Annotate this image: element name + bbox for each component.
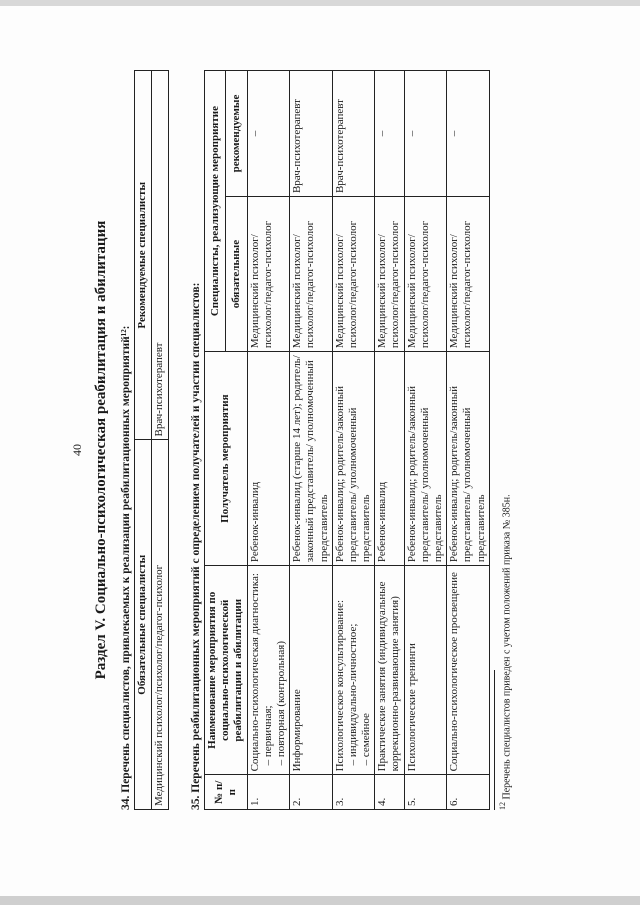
row-recommended-specialist: Врач-психотерапевт [290, 71, 333, 197]
recommended-specialists-header: Рекомендуемые специалисты [135, 71, 152, 441]
row-measure [332, 566, 375, 775]
row-recommended-specialist: Врач-психотерапевт [332, 71, 375, 197]
required-specialists-value: Медицинский психолог/психолог/педагог-психолог [152, 440, 169, 810]
measure-subitem: – семейное [360, 569, 373, 771]
row-required-specialist: Медицинский психолог/ психолог/педагог-психолог [290, 197, 333, 352]
measure-name: Информирование [291, 689, 304, 772]
section-title: Раздел V. Социально-психологическая реабилитация и абилитация [93, 220, 109, 680]
measure-name: Психологические тренинги [405, 643, 418, 772]
row-measure [447, 566, 490, 775]
measure-subitem: – первичная; [262, 569, 275, 771]
header-required: обязательные [226, 197, 247, 352]
table-row [290, 71, 333, 810]
measure-subitem: – повторная (контрольная) [275, 569, 288, 771]
row-recommended-specialist: – [247, 71, 290, 197]
measure-name: Практические занятия (индивидуальные коррекционно-развивающие занятия) [376, 581, 402, 772]
row-recipient: Ребенок-инвалид; родитель/законный представитель/ уполномоченный представитель [404, 352, 447, 566]
row-measure [375, 566, 404, 775]
table-row [332, 71, 375, 810]
heading-35: 35. Перечень реабилитационных мероприятий с определением получателей и участии специалистов: [190, 282, 202, 810]
row-recipient: Ребенок-инвалид (старше 14 лет); родитель/законный представитель/ уполномоченный представитель [290, 352, 333, 566]
header-name: Наименование мероприятия по социально-психологической реабилитации и абилитации [205, 566, 248, 775]
header-recipient: Получатель мероприятия [205, 352, 248, 566]
row-recipient: Ребенок-инвалид [247, 352, 290, 566]
row-required-specialist: Медицинский психолог/ психолог/педагог-психолог [447, 197, 490, 352]
measure-name: Социально-психологическое просвещение [448, 572, 461, 772]
row-required-specialist: Медицинский психолог/ психолог/педагог-психолог [404, 197, 447, 352]
row-num: 3. [332, 775, 375, 810]
page-number: 40 [70, 444, 84, 456]
specialists-table [134, 70, 169, 810]
measure-subitems [347, 569, 373, 771]
table-row [247, 71, 290, 810]
row-recipient: Ребенок-инвалид [375, 352, 404, 566]
row-num: 2. [290, 775, 333, 810]
heading-34: 34. Перечень специалистов, привлекаемых к реализации реабилитационных мероприятий¹²: [120, 325, 132, 810]
row-measure [290, 566, 333, 775]
row-recommended-specialist: – [404, 71, 447, 197]
row-recommended-specialist: – [447, 71, 490, 197]
header-recommended: рекомендуемые [226, 71, 247, 197]
footnote-text: Перечень специалистов приведен с учетом положений приказа № 385н. [501, 494, 513, 800]
footnote [498, 494, 513, 810]
row-recipient: Ребенок-инвалид; родитель/законный представитель/ уполномоченный представитель [332, 352, 375, 566]
row-num: 5. [404, 775, 447, 810]
row-required-specialist: Медицинский психолог/ психолог/педагог-психолог [375, 197, 404, 352]
row-num: 6. [447, 775, 490, 810]
row-measure [247, 566, 290, 775]
row-recipient: Ребенок-инвалид; родитель/законный представитель/ уполномоченный представитель [447, 352, 490, 566]
rotated-document [70, 50, 550, 850]
footnote-divider [494, 670, 495, 810]
row-required-specialist: Медицинский психолог/ психолог/педагог-психолог [332, 197, 375, 352]
scan-edge-top [0, 0, 640, 6]
row-measure [404, 566, 447, 775]
table-row [375, 71, 404, 810]
recommended-specialists-value: Врач-психотерапевт [152, 71, 169, 441]
header-num: № п/п [205, 775, 248, 810]
row-required-specialist: Медицинский психолог/ психолог/педагог-психолог [247, 197, 290, 352]
measure-name: Психологическое консультирование: [333, 599, 346, 772]
required-specialists-header: Обязательные специалисты [135, 440, 152, 810]
row-num: 1. [247, 775, 290, 810]
table-row [447, 71, 490, 810]
measure-subitems [262, 569, 288, 771]
table-row [404, 71, 447, 810]
header-specialists: Специалисты, реализующие мероприятие [205, 71, 226, 352]
measure-name: Социально-психологическая диагностика: [248, 573, 261, 772]
measure-subitem: – индивидуально-личностное; [347, 569, 360, 771]
footnote-mark: 12 [498, 802, 507, 810]
scan-edge-bottom [0, 896, 640, 905]
row-recommended-specialist: – [375, 71, 404, 197]
row-num: 4. [375, 775, 404, 810]
measures-table [204, 70, 490, 810]
